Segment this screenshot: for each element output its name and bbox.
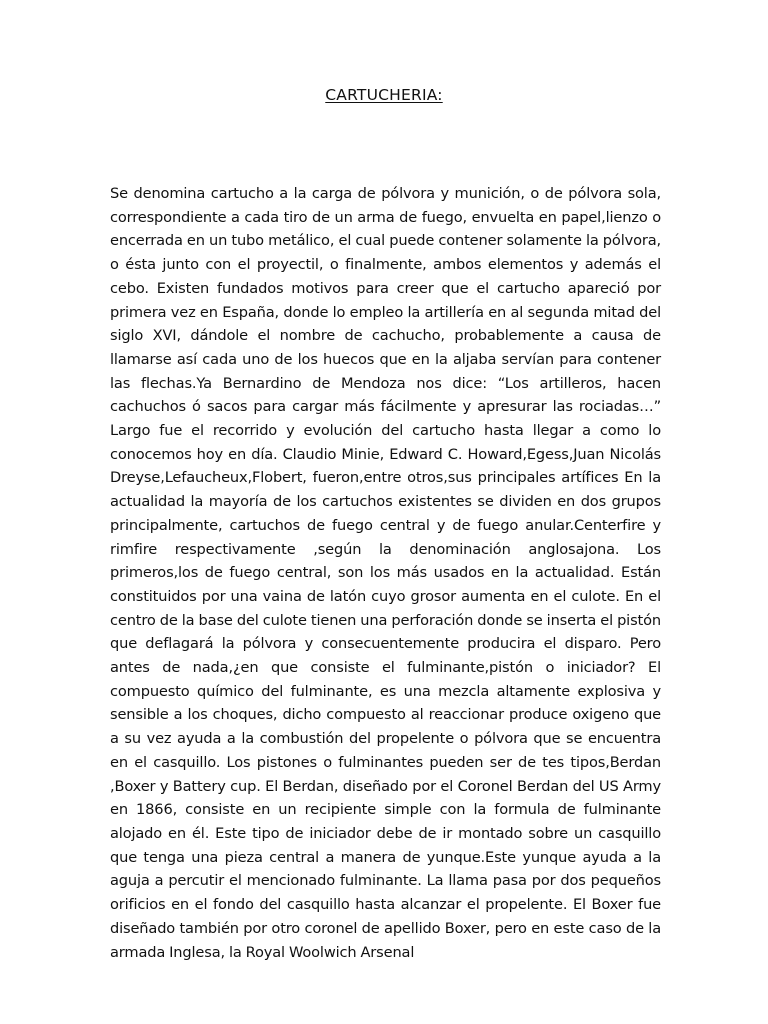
body-paragraph: Se denomina cartucho a la carga de pólvora y munición, o de pólvora sola, correspondiente a cada tiro de un arma de fuego, envuelta en papel,lienzo o encerrada en un tubo metálico, el cual puede contener solamente la pólvora, o ésta junto con el proyectil, o finalmente, ambos elementos y además el cebo. Existen fundados motivos para creer que el cartucho apareció por primera vez en España, donde lo empleo la artillería en al segunda mitad del siglo XVI, dándole el nombre de cachucho, probablemente a causa de llamarse así cada uno de los huecos que en la aljaba servían para contener las flechas.Ya Bernardino de Mendoza nos dice: “Los artilleros, hacen cachuchos ó sacos para cargar más fácilmente y apresurar las rociadas…” Largo fue el recorrido y evolución del cartucho hasta llegar a como lo conocemos hoy en día. Claudio Minie, Edward C. Howard,Egess,Juan Nicolás Dreyse,Lefaucheux,Flobert, fueron,entre otros,sus principales artífices En la actualidad la mayoría de los cartuchos existentes se dividen en dos grupos principalmente, cartuchos de fuego central y de fuego anular.Centerfire y rimfire respectivamente ,según la denominación anglosajona. Los primeros,los de fuego central, son los más usados en la actualidad. Están constituidos por una vaina de latón cuyo grosor aumenta en el culote. En el centro de la base del culote tienen una perforación donde se inserta el pistón que deflagará la pólvora y consecuentemente producira el disparo. Pero antes de nada,¿en que consiste el fulminante,pistón o iniciador? El compuesto químico del fulminante, es una mezcla altamente explosiva y sensible a los choques, dicho compuesto al reaccionar produce oxigeno que a su vez ayuda a la combustión del propelente o pólvora que se encuentra en el casquillo. Los pistones o fulminantes pueden ser de tes tipos,Berdan ,Boxer y Battery cup. El Berdan, diseñado por el Coronel Berdan del US Army en 1866, consiste en un recipiente simple con la formula de fulminante alojado en él. Este tipo de iniciador debe de ir montado sobre un casquillo que tenga una pieza central a manera de yunque.Este yunque ayuda a la aguja a percutir el mencionado fulminante. La llama pasa por dos pequeños orificios en el fondo del casquillo hasta alcanzar el propelente. El Boxer fue diseñado también por otro coronel de apellido Boxer, pero en este caso de la armada Inglesa, la Royal Woolwich Arsenal	[110, 185, 661, 961]
document-title: CARTUCHERIA:	[325, 86, 443, 104]
